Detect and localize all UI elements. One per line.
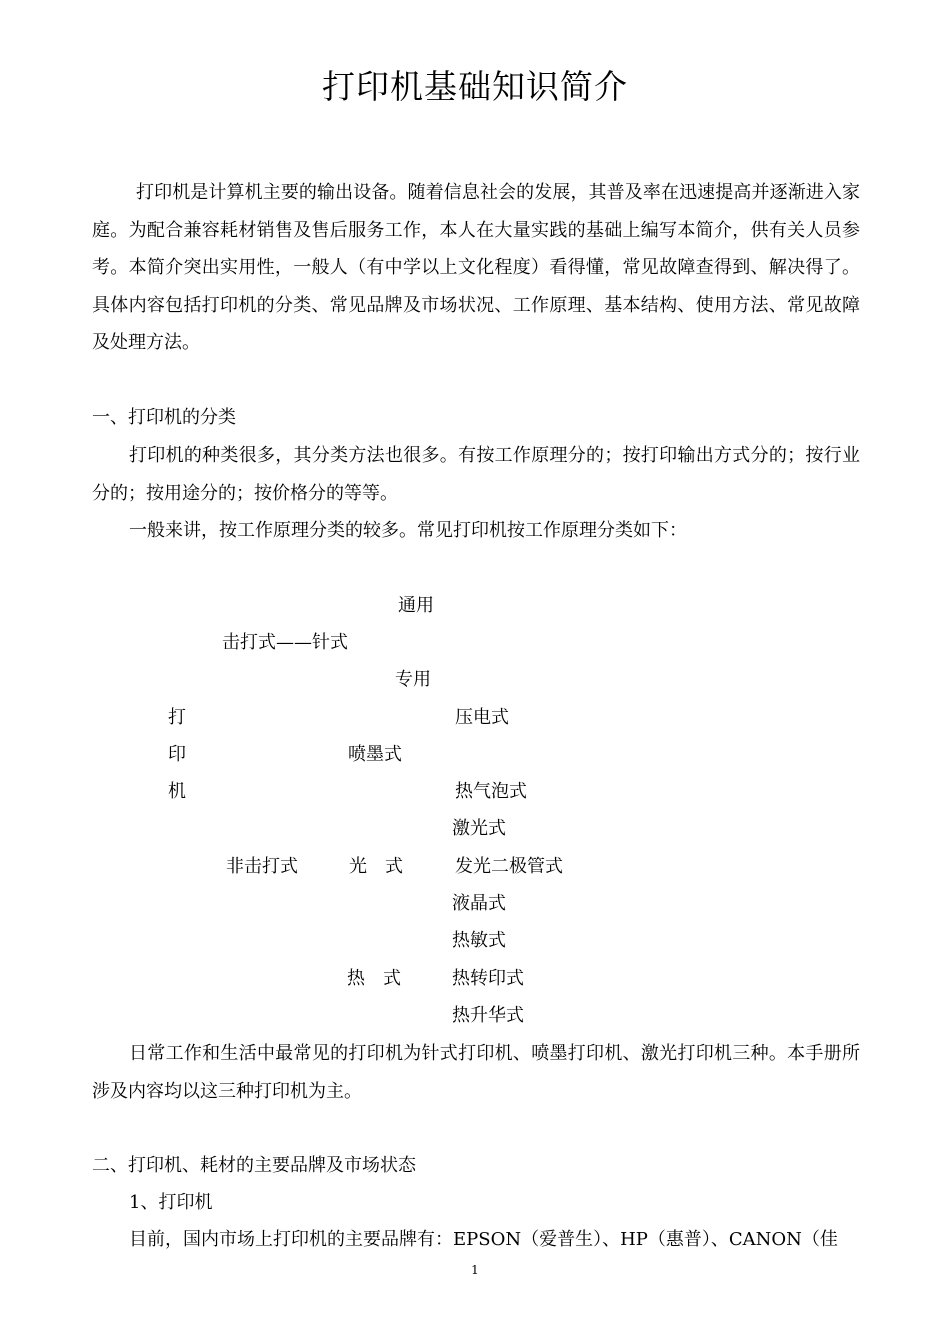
section2-heading: 二、打印机、耗材的主要品牌及市场状态: [92, 1155, 416, 1176]
class-nonimpact: 非击打式: [226, 856, 298, 877]
class-optical-laser: 激光式: [452, 818, 506, 839]
class-inkjet-bubble: 热气泡式: [455, 781, 527, 802]
class-inkjet-piezo: 压电式: [455, 707, 509, 728]
section1-paragraph-3: 日常工作和生活中最常见的打印机为针式打印机、喷墨打印机、激光打印机三种。本手册所涉及内容均以这三种打印机为主。: [92, 1043, 860, 1102]
page-title: 打印机基础知识简介: [322, 67, 628, 106]
intro-paragraph: 打印机是计算机主要的输出设备。随着信息社会的发展，其普及率在迅速提高并逐渐进入家庭。为配合兼容耗材销售及售后服务工作，本人在大量实践的基础上编写本简介，供有关人员参考。本简介突出实用性，一般人（有中学以上文化程度）看得懂，常见故障查得到、解决得了。具体内容包括打印机的分类、常见品牌及市场状况、工作原理、基本结构、使用方法、常见故障及处理方法。: [92, 182, 860, 353]
class-optical-led: 发光二极管式: [455, 856, 563, 877]
class-thermal-sublimation: 热升华式: [452, 1005, 524, 1026]
class-root-char-3: 机: [168, 781, 186, 802]
class-thermal: 热 式: [347, 968, 401, 989]
class-impact-general: 通用: [398, 595, 434, 616]
class-thermal-transfer: 热转印式: [452, 968, 524, 989]
section1-paragraph-2: 一般来讲，按工作原理分类的较多。常见打印机按工作原理分类如下：: [129, 520, 687, 541]
class-impact: 击打式——针式: [222, 632, 348, 653]
class-inkjet: 喷墨式: [348, 744, 402, 765]
section2-subheading-1: 1、打印机: [129, 1192, 213, 1213]
section1-heading: 一、打印机的分类: [92, 407, 236, 428]
class-root-char-2: 印: [168, 744, 186, 765]
class-thermal-sensitive: 热敏式: [452, 930, 506, 951]
section2-paragraph-1: 目前，国内市场上打印机的主要品牌有：EPSON（爱普生）、HP（惠普）、CANON（佳: [129, 1229, 838, 1250]
class-optical-lcd: 液晶式: [452, 893, 506, 914]
page-number: 1: [471, 1263, 479, 1277]
section1-paragraph-1: 打印机的种类很多，其分类方法也很多。有按工作原理分的；按打印输出方式分的；按行业分的；按用途分的；按价格分的等等。: [92, 445, 860, 504]
class-optical: 光 式: [349, 856, 403, 877]
class-impact-special: 专用: [395, 669, 431, 690]
class-root-char-1: 打: [168, 707, 186, 728]
